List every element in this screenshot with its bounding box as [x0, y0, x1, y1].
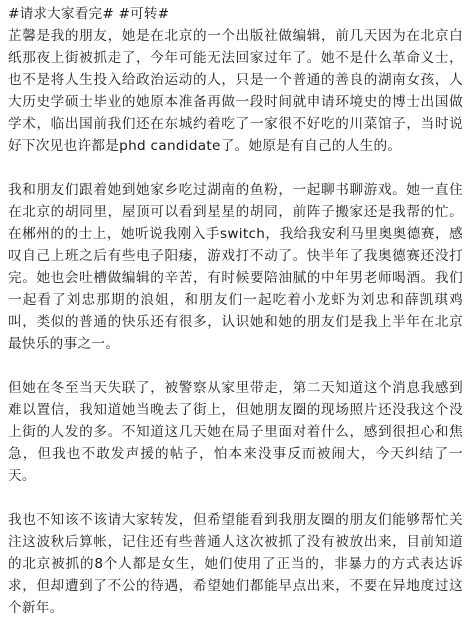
post-paragraph-2: 我和朋友们跟着她到她家乡吃过湖南的鱼粉，一起聊书聊游戏。她一直住在北京的胡同里，屋顶可以看到星星的胡同，前阵子搬家还是我帮的忙。在郴州的的士上，她听说我刚入手switch，我给我安利马里奥奥德赛，感叹自己上班之后有些电子阳痿，游戏打不动了。快半年了我奥德赛还没打完。她也会吐槽做编辑的辛苦，有时候要陪油腻的中年男老师喝酒。我们一起看了刘忠那期的浪姐，和朋友们一起吃着小龙虾为刘忠和薛凯琪鸡叫，类似的普通的快乐还有很多，认识她和她的朋友们是我上半年在北京最快乐的事之一。	[8, 182, 463, 352]
post-paragraph-1: 芷馨是我的朋友，她是在北京的一个出版社做编辑，前几天因为在北京白纸那夜上街被抓走了，今年可能无法回家过年了。她不是什么革命义士，也不是将人生投入给政治运动的人，只是一个普通的善良的湖南女孩，人大历史学硕士毕业的她原本准备再做一段时间就申请环境史的博士出国做学术，临出国前我们还在东城约着吃了一家很不好吃的川菜馆子，当时说好下次见也许都是phd candidate了。她原是有自己的人生的。	[8, 28, 463, 154]
paragraph-spacer	[8, 487, 463, 509]
post-hashtags[interactable]: #请求大家看完# #可转#	[8, 6, 170, 22]
paragraph-spacer	[8, 157, 463, 179]
post-paragraph-3: 但她在冬至当天失联了，被警察从家里带走，第二天知道这个消息我感到难以置信，我知道她当晚去了街上，但她朋友圈的现场照片还没我这个没上街的人发的多。不知道这几天她在局子里面对着什么，感到很担心和焦急，但我也不敢发声援的帖子，怕本来没事反而被闹大，今天纠结了一天。	[8, 380, 463, 484]
post-paragraph-4: 我也不知该不该请大家转发，但希望能看到我朋友圈的朋友们能够帮忙关注这波秋后算帐，记住还有些普通人这次被抓了没有被放出来，目前知道的北京被抓的8个人都是女生，她们使用了正当的，非暴力的方式表达诉求，但却遭到了不公的待遇，希望她们都能早点出来，不要在异地度过这个新年。	[8, 512, 463, 616]
paragraph-spacer	[8, 355, 463, 377]
